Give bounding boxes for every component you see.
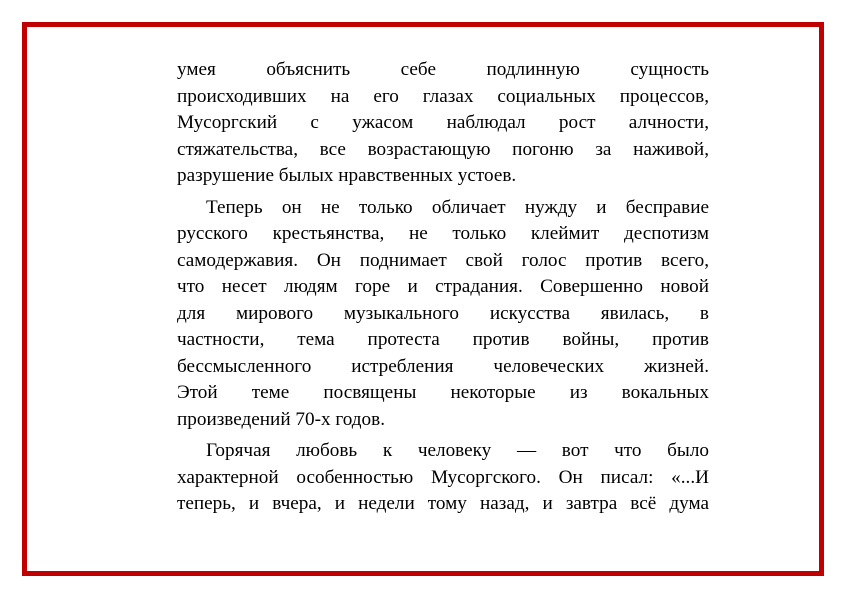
paragraph-1 <box>177 57 709 190</box>
text-line: самодержавия. Он поднимает свой голос против всего, <box>177 249 709 271</box>
text-line: произведений 70-х годов. <box>177 408 386 430</box>
text-line: что несет людям горе и страдания. Совершенно новой <box>177 276 709 297</box>
text-line: стяжательства, все возрастающую погоню за наживой, <box>177 138 709 160</box>
text-line: Горячая любовь к человеку — вот что было <box>206 440 709 461</box>
text-line: теперь, и вчера, и недели тому назад, и завтра всё дума <box>177 493 709 514</box>
text-line: происходивших на его глазах социальных процессов, <box>177 85 709 107</box>
text-line: частности, тема протеста против войны, против <box>177 329 709 350</box>
text-line: русского крестьянства, не только клеймит деспотизм <box>177 223 709 244</box>
text-line: для мирового музыкального искусства явилась, в <box>177 302 709 324</box>
text-line: бессмысленного истребления человеческих жизней. <box>177 355 709 377</box>
text-line: Этой теме посвящены некоторые из вокальных <box>177 382 709 403</box>
text-line: разрушение былых нравственных устоев. <box>177 165 517 186</box>
text-line: умея объяснить себе подлинную сущность <box>177 59 709 80</box>
paragraph-3 <box>177 438 709 518</box>
paragraph-2 <box>177 195 709 434</box>
text-line: Теперь он не только обличает нужду и бесправие <box>206 196 709 218</box>
text-body <box>177 57 709 518</box>
text-line: Мусоргский с ужасом наблюдал рост алчности, <box>177 112 709 133</box>
text-line: характерной особенностью Мусоргского. Он писал: «...И <box>177 466 709 488</box>
